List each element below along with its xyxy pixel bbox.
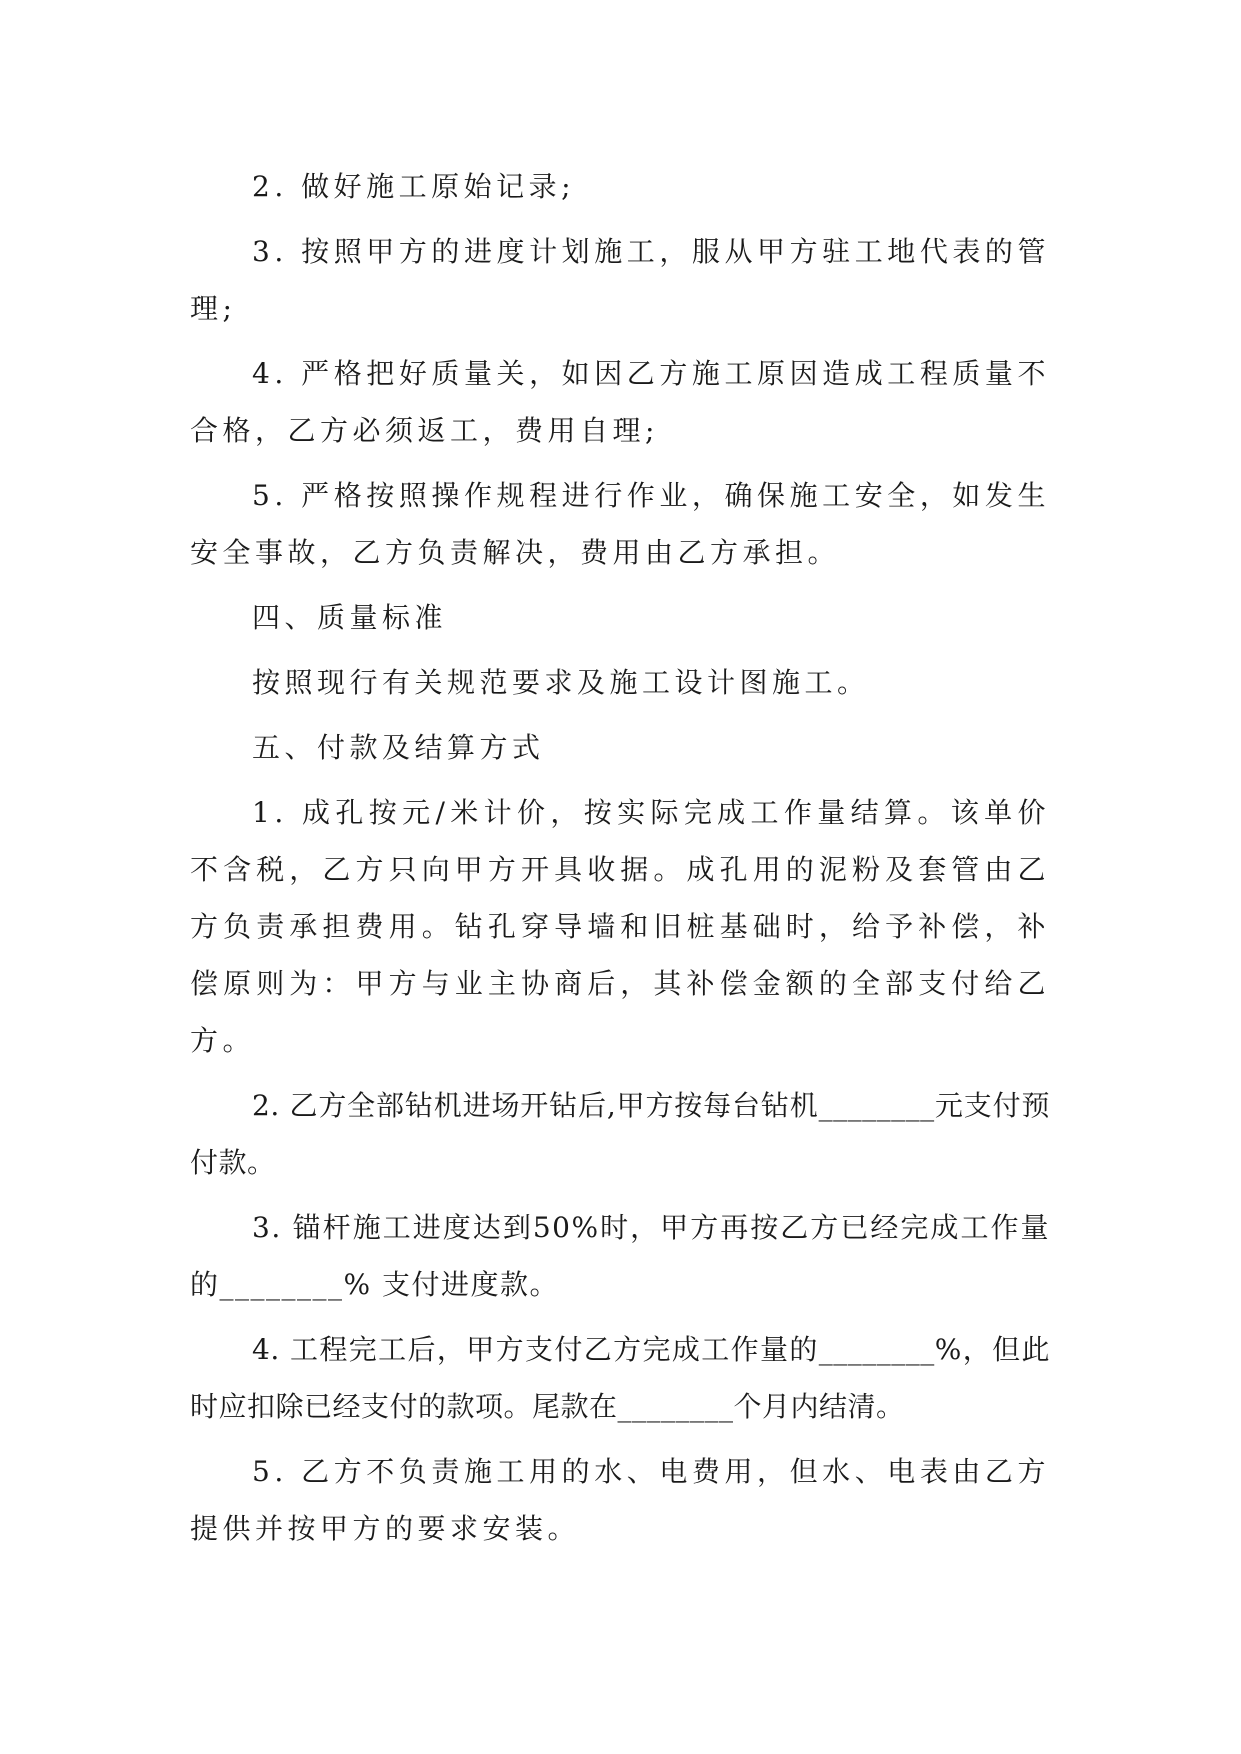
clause-3-item-5: 5. 严格按照操作规程进行作业，确保施工安全，如发生安全事故，乙方负责解决，费用由乙方承担。 [190,479,1050,569]
clause-3-item-2: 2. 做好施工原始记录; [252,170,576,203]
clause-3-item-3: 3. 按照甲方的进度计划施工，服从甲方驻工地代表的管理; [190,235,1050,325]
quality-standard-text: 按照现行有关规范要求及施工设计图施工。 [252,666,870,699]
section-heading-payment: 五、付款及结算方式 [252,731,545,764]
payment-item-1: 1. 成孔按元/米计价，按实际完成工作量结算。该单价不含税，乙方只向甲方开具收据。成孔用的泥粉及套管由乙方负责承担费用。钻孔穿导墙和旧桩基础时，给予补偿，补偿原则为：甲方与业主协商后，其补偿金额的全部支付给乙方。 [190,796,1050,1057]
section-heading-quality: 四、质量标准 [252,601,448,634]
payment-item-4: 4. 工程完工后，甲方支付乙方完成工作量的________%，但此时应扣除已经支付的款项。尾款在________个月内结清。 [190,1333,1050,1423]
payment-item-3: 3. 锚杆施工进度达到50%时，甲方再按乙方已经完成工作量的________% 支付进度款。 [190,1211,1050,1301]
clause-3-item-4: 4. 严格把好质量关，如因乙方施工原因造成工程质量不合格，乙方必须返工，费用自理; [190,357,1050,447]
payment-item-2: 2. 乙方全部钻机进场开钻后,甲方按每台钻机________元支付预付款。 [190,1089,1050,1179]
document-body [190,158,1050,1565]
payment-item-5: 5. 乙方不负责施工用的水、电费用，但水、电表由乙方提供并按甲方的要求安装。 [190,1455,1050,1545]
